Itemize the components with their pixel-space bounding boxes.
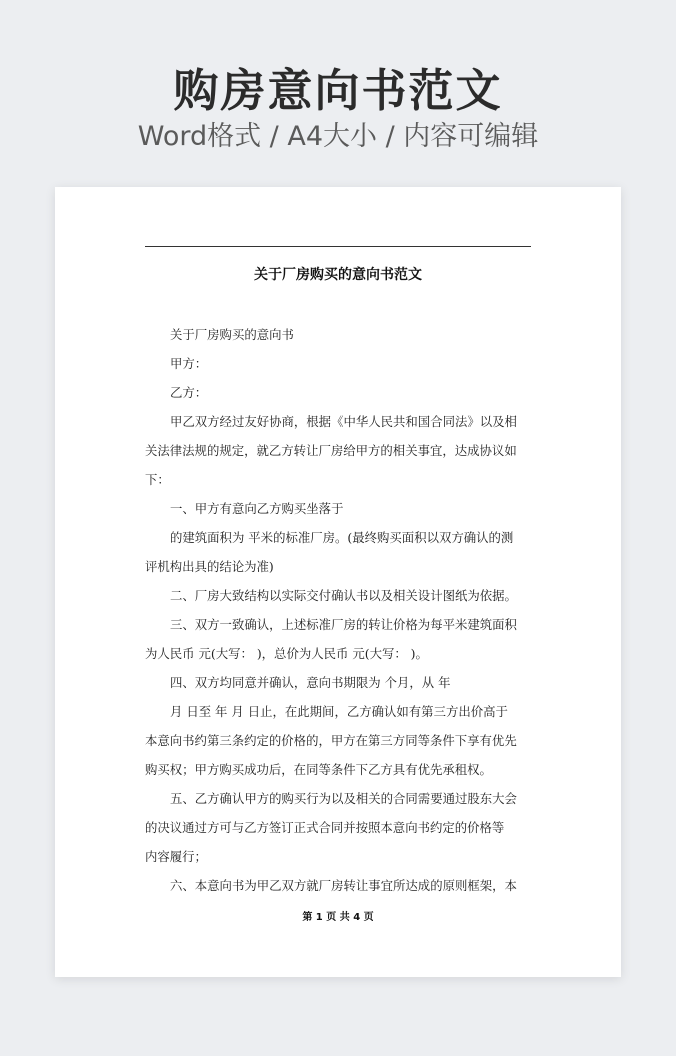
page-number: 第 1 页 共 4 页 [302,912,374,923]
banner-subtitle: Word格式 / A4大小 / 内容可编辑 [137,121,539,152]
text-line: 购买权；甲方购买成功后，在同等条件下乙方具有优先承租权。 [145,762,492,777]
text-line: 二、厂房大致结构以实际交付确认书以及相关设计图纸为依据。 [170,588,517,603]
document-title: 关于厂房购买的意向书范文 [254,267,422,283]
text-line: 三、双方一致确认，上述标准厂房的转让价格为每平米建筑面积 [170,617,517,632]
text-line: 关于厂房购买的意向书 [170,327,294,342]
text-line: 六、本意向书为甲乙双方就厂房转让事宜所达成的原则框架，本 [170,878,517,893]
document-body [145,320,529,900]
text-line: 本意向书约第三条约定的价格的，甲方在第三方同等条件下享有优先 [145,733,517,748]
text-line: 关法律法规的规定，就乙方转让厂房给甲方的相关事宜，达成协议如 [145,443,517,458]
text-line: 甲乙双方经过友好协商，根据《中华人民共和国合同法》以及相 [170,414,517,429]
banner-title: 购房意向书范文 [173,64,503,117]
text-line: 一、甲方有意向乙方购买坐落于 [170,501,344,516]
text-line: 评机构出具的结论为准) [145,559,274,574]
text-line: 内容履行； [145,849,207,864]
document-page [55,187,621,977]
text-line: 乙方： [170,385,208,400]
text-line: 月 日至 年 月 日止，在此期间，乙方确认如有第三方出价高于 [170,704,508,719]
text-line: 下： [145,472,170,487]
header-rule [145,246,531,247]
text-line: 甲方： [170,356,208,371]
text-line: 五、乙方确认甲方的购买行为以及相关的合同需要通过股东大会 [170,791,517,806]
text-line: 的决议通过方可与乙方签订正式合同并按照本意向书约定的价格等 [145,820,505,835]
text-line: 为人民币 元(大写： )，总价为人民币 元(大写： )。 [145,646,428,661]
text-line: 四、双方均同意并确认，意向书期限为 个月，从 年 [170,675,451,690]
text-line: 的建筑面积为 平米的标准厂房。(最终购买面积以双方确认的测 [170,530,514,545]
